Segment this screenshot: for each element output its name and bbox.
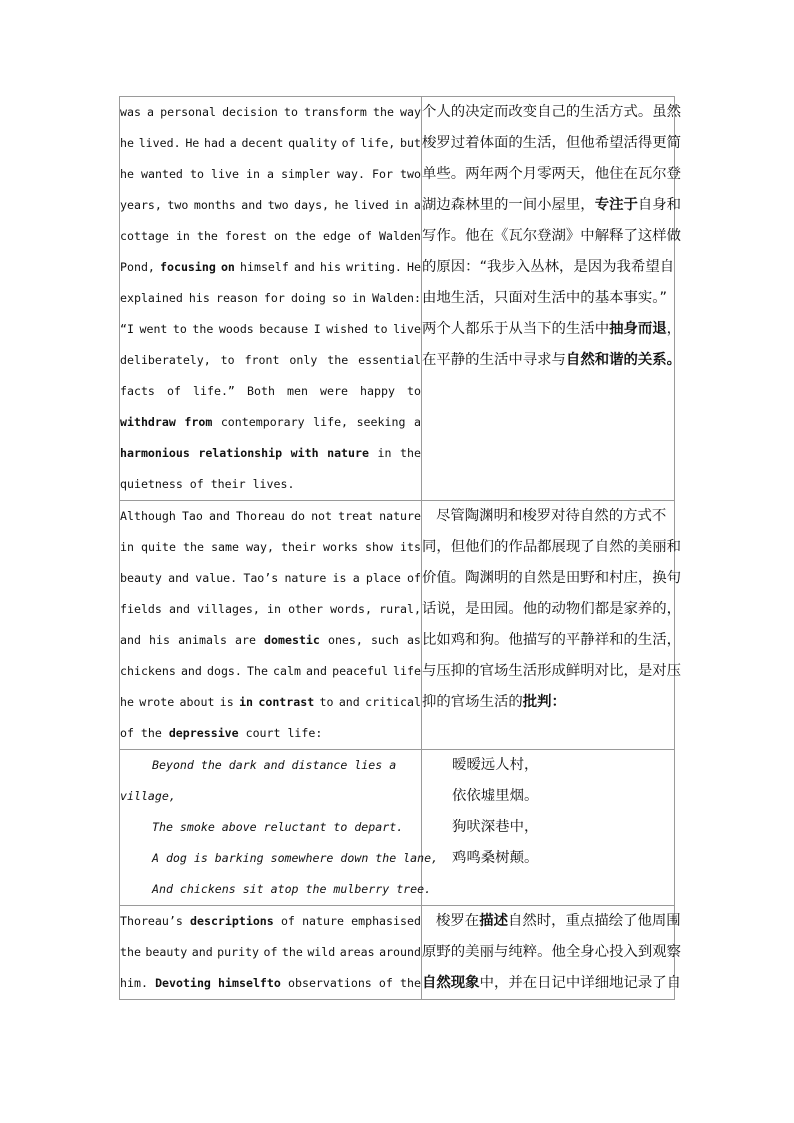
text-line: deliberately, to front only the essential	[120, 353, 421, 367]
text-line: 抑的官场生活的批判：	[422, 694, 566, 710]
text-line: of the depressive court life:	[120, 726, 323, 740]
text-line: 与压抑的官场生活形成鲜明对比，是对压	[422, 663, 682, 679]
english-cell	[120, 906, 422, 1000]
text-line: 梭罗在描述自然时，重点描绘了他周围	[436, 913, 681, 929]
chinese-cell	[422, 97, 682, 501]
poem-line: A dog is barking somewhere down the lane,	[152, 851, 439, 865]
poem-line: village,	[120, 789, 176, 803]
text-line: the beauty and purity of the wild areas around	[120, 945, 421, 959]
text-line: he wrote about is in contrast to and critical	[120, 695, 421, 709]
table-row	[120, 750, 675, 906]
text-line: quietness of their lives.	[120, 477, 295, 491]
text-line: 由地生活，只面对生活中的基本事实。”	[422, 290, 667, 306]
text-line: 尽管陶渊明和梭罗对待自然的方式不	[436, 508, 667, 524]
text-line: Pond, focusing on himself and his writing. He	[120, 260, 421, 274]
text-line: 梭罗过着体面的生活，但他希望活得更简	[422, 135, 682, 151]
bilingual-table	[119, 96, 682, 1000]
text-line: 写作。他在《瓦尔登湖》中解释了这样做	[422, 228, 682, 244]
text-line: he lived. He had a decent quality of life, but	[120, 136, 421, 150]
text-line: fields and villages, in other words, rural,	[120, 602, 421, 616]
poem-line: The smoke above reluctant to depart.	[152, 820, 404, 834]
text-line: beauty and value. Tao’s nature is a place of	[120, 571, 421, 585]
text-line: 单些。两年两个月零两天，他住在瓦尔登	[422, 166, 682, 182]
text-line: 个人的决定而改变自己的生活方式。虽然	[422, 104, 682, 120]
table-row	[120, 97, 675, 501]
text-line: 同，但他们的作品都展现了自然的美丽和	[422, 539, 682, 555]
text-line: chickens and dogs. The calm and peaceful life	[120, 664, 421, 678]
text-line: harmonious relationship with nature in the	[120, 446, 421, 460]
text-line: 话说，是田园。他的动物们都是家养的，	[422, 601, 682, 617]
text-line: he wanted to live in a simpler way. For two	[120, 167, 421, 181]
text-line: 原野的美丽与纯粹。他全身心投入到观察	[422, 944, 682, 960]
text-line: 两个人都乐于从当下的生活中抽身而退，	[422, 321, 682, 337]
text-line: and his animals are domestic ones, such as	[120, 633, 421, 647]
poem-line: And chickens sit atop the mulberry tree.	[152, 882, 432, 896]
text-line: in quite the same way, their works show its	[120, 540, 421, 554]
poem-line: 暧暧远人村，	[452, 757, 539, 773]
text-line: 价值。陶渊明的自然是田野和村庄，换句	[422, 570, 682, 586]
chinese-cell	[422, 906, 682, 1000]
text-line: facts of life.” Both men were happy to	[120, 384, 421, 398]
poem-line: 鸡鸣桑树颠。	[452, 850, 539, 866]
text-line: Thoreau’s descriptions of nature emphasised	[120, 914, 421, 928]
text-line: 比如鸡和狗。他描写的平静祥和的生活，	[422, 632, 682, 648]
table-row	[120, 906, 675, 1000]
chinese-cell	[422, 501, 682, 750]
text-line: “I went to the woods because I wished to live	[120, 322, 421, 336]
text-line: withdraw from contemporary life, seeking a	[120, 415, 421, 429]
text-line: 在平静的生活中寻求与自然和谐的关系。	[422, 352, 682, 368]
chinese-cell	[422, 750, 675, 906]
text-line: cottage in the forest on the edge of Walden	[120, 229, 421, 243]
text-line: years, two months and two days, he lived in a	[120, 198, 421, 212]
text-line: him. Devoting himselfto observations of the	[120, 976, 421, 990]
text-line: Although Tao and Thoreau do not treat nature	[120, 509, 421, 523]
text-line: was a personal decision to transform the way	[120, 105, 421, 119]
table-row	[120, 501, 675, 750]
english-cell	[120, 750, 439, 906]
poem-line: 依依墟里烟。	[452, 788, 539, 804]
poem-line: 狗吠深巷中，	[452, 819, 539, 835]
text-line: explained his reason for doing so in Walden:	[120, 291, 421, 305]
english-cell	[120, 97, 422, 501]
english-cell	[120, 501, 422, 750]
text-line: 的原因：“我步入丛林，是因为我希望自	[422, 259, 675, 275]
text-line: 自然现象中，并在日记中详细地记录了自	[422, 975, 682, 991]
text-line: 湖边森林里的一间小屋里，专注于自身和	[422, 197, 682, 213]
poem-line: Beyond the dark and distance lies a	[152, 758, 397, 772]
